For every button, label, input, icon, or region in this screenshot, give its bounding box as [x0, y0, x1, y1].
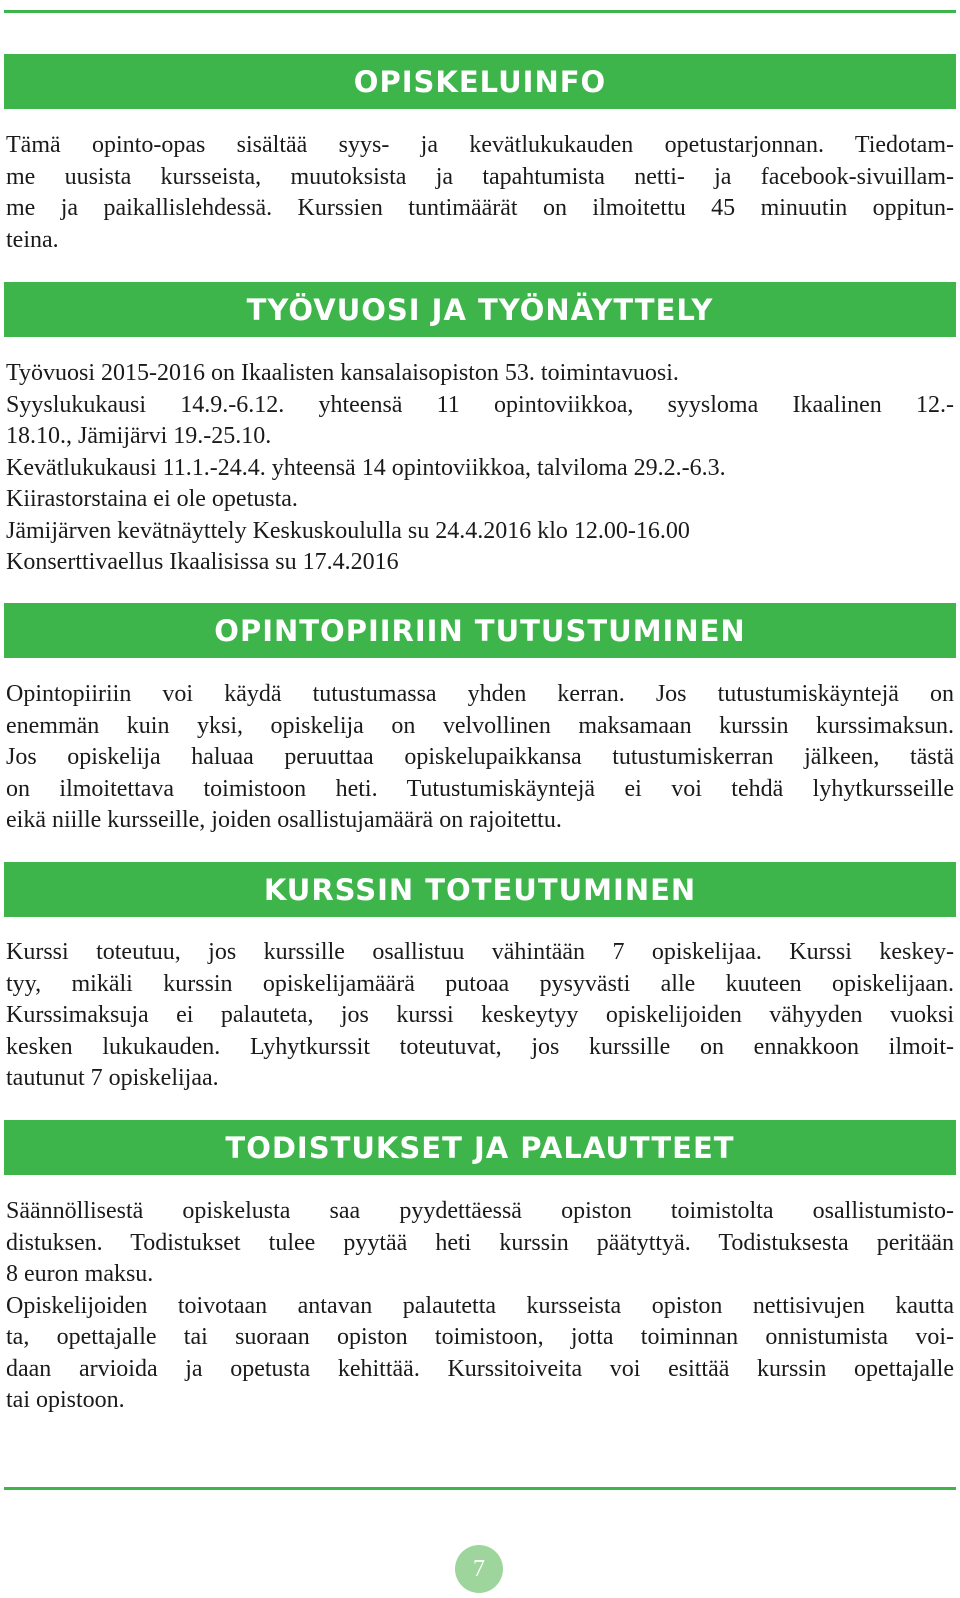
text-line: daan arvioida ja opetusta kehittää. Kurssitoiveita voi esittää kurssin opettajalle — [6, 1355, 954, 1382]
text-line: Jämijärven kevätnäyttely Keskuskoululla su 24.4.2016 klo 12.00-16.00 — [6, 517, 690, 544]
section-body-tyovuosi — [6, 358, 954, 579]
page-number: 7 — [473, 1555, 485, 1582]
text-line: Konserttivaellus Ikaalisissa su 17.4.2016 — [6, 549, 399, 575]
text-line: me uusista kursseista, muutoksista ja tapahtumista netti- ja facebook-sivuillam- — [6, 163, 954, 190]
text-line: Opintopiiriin voi käydä tutustumassa yhden kerran. Jos tutustumiskäyntejä on — [6, 681, 954, 707]
section-title: TODISTUKSET JA PALAUTTEET — [225, 1130, 735, 1165]
section-title: KURSSIN TOTEUTUMINEN — [263, 872, 697, 907]
page-number-badge — [455, 1545, 503, 1593]
section-body-opiskeluinfo — [6, 130, 954, 256]
bottom-rule — [4, 1487, 956, 1490]
text-line: Kurssi toteutuu, jos kurssille osallistuu vähintään 7 opiskelijaa. Kurssi keskey- — [6, 939, 954, 965]
text-line: 18.10., Jämijärvi 19.-25.10. — [6, 423, 272, 449]
text-line: 8 euron maksu. — [6, 1261, 154, 1287]
section-body-todistukset — [6, 1196, 954, 1417]
section-body-kurssin-toteutuminen — [6, 937, 954, 1095]
text-line: tautunut 7 opiskelijaa. — [6, 1065, 219, 1091]
section-title: OPINTOPIIRIIN TUTUSTUMINEN — [214, 613, 746, 648]
text-line: ta, opettajalle tai suoraan opiston toimistoon, jotta toiminnan onnistumista voi- — [6, 1324, 954, 1350]
text-line: kesken lukukauden. Lyhytkurssit toteutuvat, jos kurssille on ennakkoon ilmoit- — [6, 1033, 954, 1060]
text-line: Opiskelijoiden toivotaan antavan palautetta kursseista opiston nettisivujen kautta — [6, 1292, 954, 1319]
text-line: Säännöllisestä opiskelusta saa pyydettäessä opiston toimistolta osallistumisto- — [6, 1198, 954, 1224]
section-header-kurssin-toteutuminen — [4, 862, 956, 917]
text-line: teina. — [6, 226, 59, 253]
text-line: enemmän kuin yksi, opiskelija on velvollinen maksamaan kurssin kurssimaksun. — [6, 712, 954, 739]
text-line: on ilmoitettava toimistoon heti. Tutustumiskäyntejä ei voi tehdä lyhytkursseille — [6, 775, 954, 802]
text-line: tai opistoon. — [6, 1387, 125, 1413]
text-line: Kiirastorstaina ei ole opetusta. — [6, 486, 298, 512]
text-line: eikä niille kursseille, joiden osallistujamäärä on rajoitettu. — [6, 807, 562, 833]
text-line: Tämä opinto-opas sisältää syys- ja kevätlukukauden opetustarjonnan. Tiedotam- — [6, 132, 954, 158]
text-line: tyy, mikäli kurssin opiskelijamäärä putoaa pysyvästi alle kuuteen opiskelijaan. — [6, 970, 954, 997]
text-line: distuksen. Todistukset tulee pyytää heti kurssin päätyttyä. Todistuksesta peritään — [6, 1229, 954, 1256]
section-title: OPISKELUINFO — [353, 64, 607, 99]
text-line: Jos opiskelija haluaa peruuttaa opiskelupaikkansa tutustumiskerran jälkeen, tästä — [6, 744, 954, 770]
text-line: me ja paikallislehdessä. Kurssien tuntimäärät on ilmoitettu 45 minuutin oppitun- — [6, 195, 954, 221]
top-rule — [4, 10, 956, 13]
section-header-tyovuosi — [4, 282, 956, 337]
section-header-opintopiiri — [4, 603, 956, 658]
text-line: Työvuosi 2015-2016 on Ikaalisten kansalaisopiston 53. toimintavuosi. — [6, 360, 679, 386]
text-line: Kurssimaksuja ei palauteta, jos kurssi keskeytyy opiskelijoiden vähyyden vuoksi — [6, 1002, 954, 1028]
text-line: Syyslukukausi 14.9.-6.12. yhteensä 11 opintoviikkoa, syysloma Ikaalinen 12.- — [6, 391, 954, 418]
text-line: Kevätlukukausi 11.1.-24.4. yhteensä 14 opintoviikkoa, talviloma 29.2.-6.3. — [6, 454, 726, 481]
section-title: TYÖVUOSI JA TYÖNÄYTTELY — [246, 292, 714, 327]
section-body-opintopiiri — [6, 679, 954, 837]
section-header-opiskeluinfo — [4, 54, 956, 109]
section-header-todistukset — [4, 1120, 956, 1175]
